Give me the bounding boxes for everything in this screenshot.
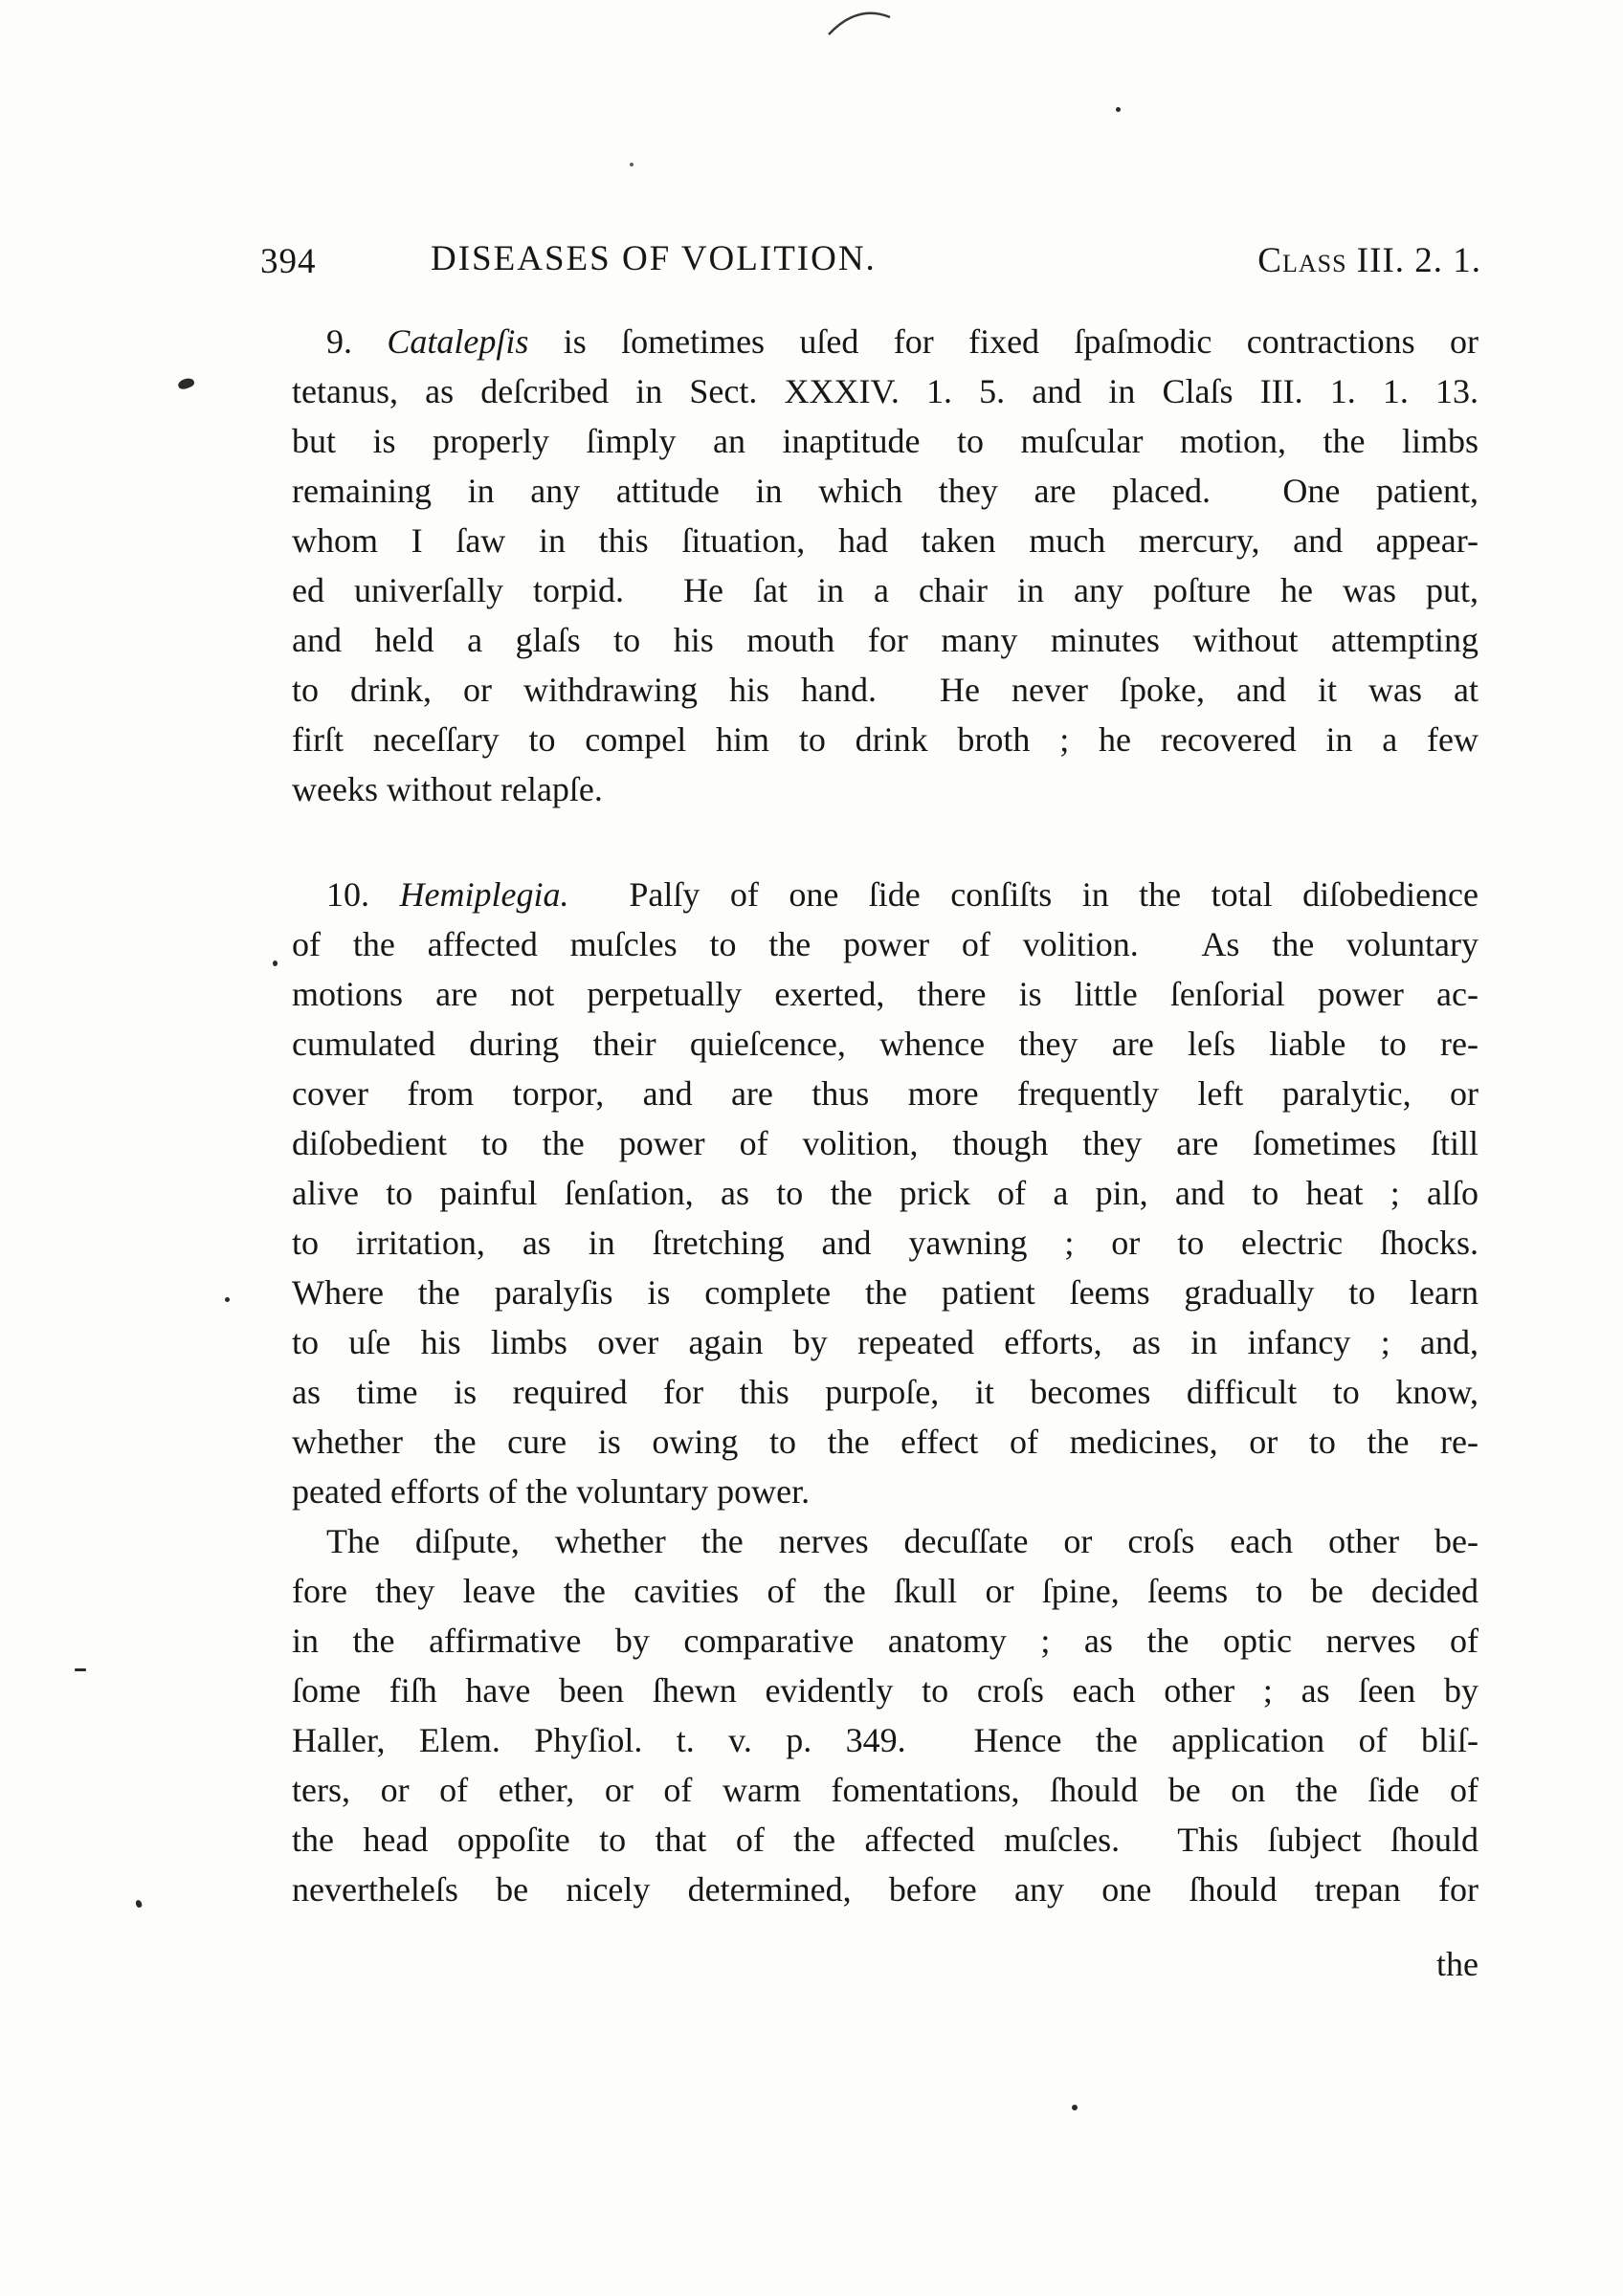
text-line xyxy=(292,870,1478,919)
italic-term: Catalepſis xyxy=(387,322,529,361)
paragraph-10-hemiplegia xyxy=(292,870,1478,1516)
paragraph-nerve-decussation xyxy=(292,1516,1478,1914)
text-run: Palſy of one ſide conſiſts in the total diſobedience xyxy=(568,875,1478,914)
text-run: 10. xyxy=(326,875,400,914)
text-line: of the affected muſcles to the power of volition. As the voluntary xyxy=(292,925,1478,963)
scan-artifact-dot xyxy=(1116,107,1121,112)
scan-artifact-mark xyxy=(177,377,195,391)
text-line: cover from torpor, and are thus more frequently left paralytic, or xyxy=(292,1074,1478,1113)
text-run: is ſometimes uſed for fixed ſpaſmodic contractions or xyxy=(528,322,1478,361)
text-line: tetanus, as deſcribed in Sect. XXXIV. 1. 5. and in Claſs III. 1. 1. 13. xyxy=(292,372,1478,410)
text-line: to drink, or withdrawing his hand. He never ſpoke, and it was at xyxy=(292,671,1478,709)
running-title: DISEASES OF VOLITION. xyxy=(431,239,877,278)
scan-artifact-dot xyxy=(273,960,278,966)
scan-artifact-curve xyxy=(825,2,894,40)
text-line: fore they leave the cavities of the ſkull or ſpine, ſeems to be decided xyxy=(292,1572,1478,1610)
text-line: cumulated during their quieſcence, whence they are leſs liable to re- xyxy=(292,1025,1478,1063)
text-line: ſome fiſh have been ſhewn evidently to croſs each other ; as ſeen by xyxy=(292,1671,1478,1710)
class-section-label: Class III. 2. 1. xyxy=(1257,241,1481,280)
text-line: whom I ſaw in this ſituation, had taken much mercury, and appear- xyxy=(292,521,1478,560)
scan-artifact-mark xyxy=(135,1899,143,1908)
text-line: to uſe his limbs over again by repeated efforts, as in infancy ; and, xyxy=(292,1323,1478,1361)
text-line: whether the cure is owing to the effect of medicines, or to the re- xyxy=(292,1423,1478,1461)
text-run: 9. xyxy=(326,322,388,361)
text-line: alive to painful ſenſation, as to the prick of a pin, and to heat ; alſo xyxy=(292,1174,1478,1212)
text-line: but is properly ſimply an inaptitude to muſcular motion, the limbs xyxy=(292,422,1478,460)
scan-artifact-dot xyxy=(630,163,634,166)
text-line: ed univerſally torpid. He ſat in a chair in any poſture he was put, xyxy=(292,571,1478,609)
text-line: as time is required for this purpoſe, it becomes difficult to know, xyxy=(292,1373,1478,1411)
text-line xyxy=(292,317,1478,366)
text-line: remaining in any attitude in which they are placed. One patient, xyxy=(292,472,1478,510)
italic-term: Hemiplegia. xyxy=(399,875,569,914)
paragraph-9-catalepsis xyxy=(292,317,1478,814)
catchword: the xyxy=(1436,1945,1478,1983)
page-number: 394 xyxy=(260,242,317,281)
text-block xyxy=(292,317,1478,1989)
text-line: Haller, Elem. Phyſiol. t. v. p. 349. Hence the application of bliſ- xyxy=(292,1721,1478,1759)
text-line: The diſpute, whether the nerves decuſſate or croſs each other be- xyxy=(326,1522,1478,1560)
text-line: ters, or of ether, or of warm fomentations, ſhould be on the ſide of xyxy=(292,1771,1478,1809)
text-line: Where the paralyſis is complete the patient ſeems gradually to learn xyxy=(292,1273,1478,1312)
text-line: the head oppoſite to that of the affected muſcles. This ſubject ſhould xyxy=(292,1821,1478,1859)
scan-artifact-dot xyxy=(225,1297,230,1302)
scan-artifact-dash xyxy=(75,1668,86,1671)
text-line: peated efforts of the voluntary power. xyxy=(292,1472,811,1511)
text-line: to irritation, as in ſtretching and yawning ; or to electric ſhocks. xyxy=(292,1224,1478,1262)
scan-artifact-dot xyxy=(1072,2105,1078,2110)
text-line: in the affirmative by comparative anatomy ; as the optic nerves of xyxy=(292,1622,1478,1660)
text-line: firſt neceſſary to compel him to drink broth ; he recovered in a few xyxy=(292,720,1478,759)
text-line: weeks without relapſe. xyxy=(292,770,603,808)
text-line: diſobedient to the power of volition, though they are ſometimes ſtill xyxy=(292,1124,1478,1162)
text-line: and held a glaſs to his mouth for many minutes without attempting xyxy=(292,621,1478,659)
text-line: motions are not perpetually exerted, there is little ſenſorial power ac- xyxy=(292,975,1478,1013)
text-line: nevertheleſs be nicely determined, before any one ſhould trepan for xyxy=(292,1870,1478,1909)
